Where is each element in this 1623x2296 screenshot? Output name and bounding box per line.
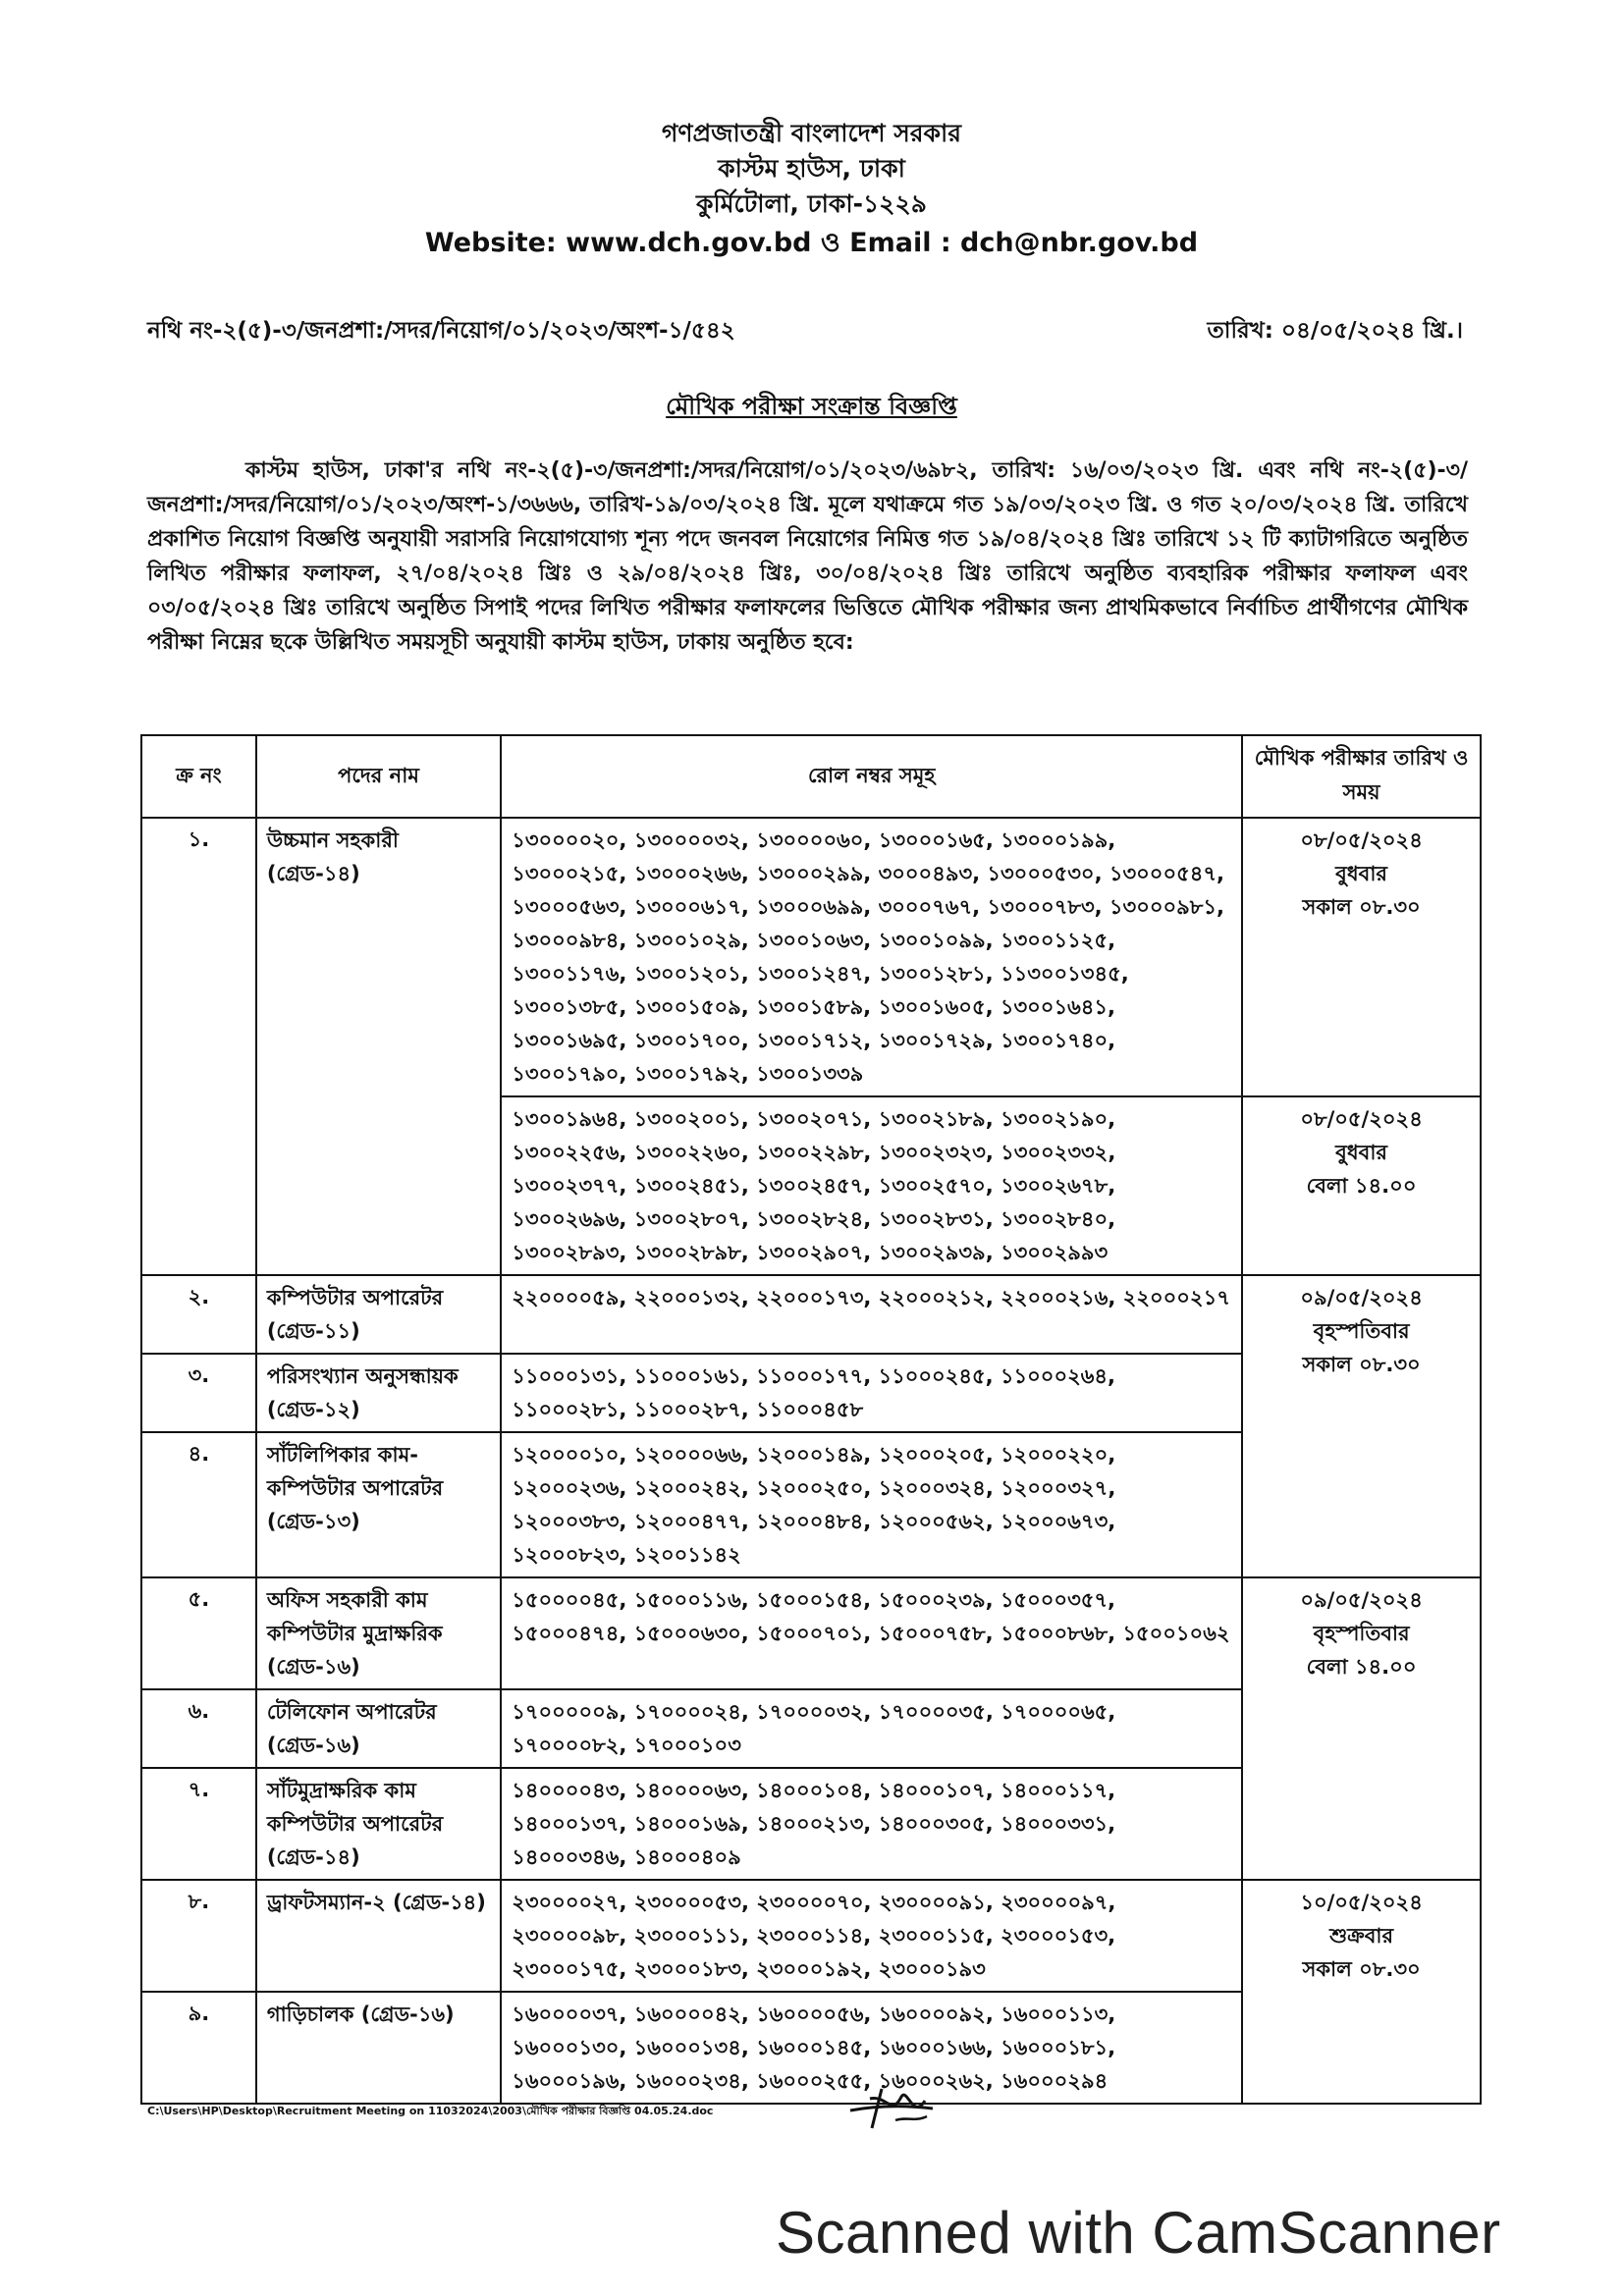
row-sl: ৬. — [141, 1689, 256, 1768]
table-row — [141, 1880, 1481, 1992]
scanner-watermark: Scanned with CamScanner — [776, 2200, 1501, 2266]
row-sl: ১. — [141, 818, 256, 1275]
row-sl: ৭. — [141, 1768, 256, 1880]
row-rolls: ২৩০০০০২৭, ২৩০০০০৫৩, ২৩০০০০৭০, ২৩০০০০৯১, ২৩০০০০৯৭, ২৩০০০০৯৮, ২৩০০০১১১, ২৩০০০১১৪, ২৩০০০১১৫, ২৩০০০১৫৩, ২৩০০০১৭৫, ২৩০০০১৮৩, ২৩০০০১৯২, ২৩০০০১৯৩ — [501, 1880, 1242, 1992]
exam-time: সকাল ০৮.৩০ — [1302, 1957, 1421, 1981]
notice-body: কাস্টম হাউস, ঢাকা'র নথি নং-২(৫)-৩/জনপ্রশা:/সদর/নিয়োগ/০১/২০২৩/৬৯৮২, তারিখ: ১৬/০৩/২০২৩ খ্রি. এবং নথি নং-২(৫)-৩/জনপ্রশা:/সদর/নিয়োগ/০১/২০২৩/অংশ-১/৩৬৬৬, তারিখ-১৯/০৩/২০২৪ খ্রি. মূলে যথাক্রমে গত ১৯/০৩/২০২৩ খ্রি. ও গত ২০/০৩/২০২৪ খ্রি. তারিখে প্রকাশিত নিয়োগ বিজ্ঞপ্তি অনুযায়ী সরাসরি নিয়োগযোগ্য শূন্য পদে জনবল নিয়োগের নিমিত্ত গত ১৯/০৪/২০২৪ খ্রিঃ তারিখে ১২ টি ক্যাটাগরিতে অনুষ্ঠিত লিখিত পরীক্ষার ফলাফল, ২৭/০৪/২০২৪ খ্রিঃ ও ২৯/০৪/২০২৪ খ্রিঃ, ৩০/০৪/২০২৪ খ্রিঃ তারিখে অনুষ্ঠিত ব্যবহারিক পরীক্ষার ফলাফল এবং ০৩/০৫/২০২৪ খ্রিঃ তারিখে অনুষ্ঠিত সিপাই পদের লিখিত পরীক্ষার ফলাফলের ভিত্তিতে মৌখিক পরীক্ষার জন্য প্রাথমিকভাবে নির্বাচিত প্রার্থীগণের মৌখিক পরীক্ষা নিম্নের ছকে উল্লিখিত সময়সূচী অনুযায়ী কাস্টম হাউস, ঢাকায় অনুষ্ঠিত হবে: — [147, 458, 1468, 655]
exam-time: সকাল ০৮.৩০ — [1302, 1353, 1421, 1376]
header-post: পদের নাম — [256, 735, 501, 818]
row-rolls: ১৭০০০০০৯, ১৭০০০০২৪, ১৭০০০০৩২, ১৭০০০০৩৫, ১৭০০০০৬৫, ১৭০০০০৮২, ১৭০০০১০৩ — [501, 1689, 1242, 1768]
row-time — [1242, 1880, 1481, 2104]
row-rolls: ১৪০০০০৪৩, ১৪০০০০৬৩, ১৪০০০১০৪, ১৪০০০১০৭, ১৪০০০১১৭, ১৪০০০১৩৭, ১৪০০০১৬৯, ১৪০০০২১৩, ১৪০০০৩০৫, ১৪০০০৩৩১, ১৪০০০৩৪৬, ১৪০০০৪০৯ — [501, 1768, 1242, 1880]
row-rolls: ১৬০০০০৩৭, ১৬০০০০৪২, ১৬০০০০৫৬, ১৬০০০০৯২, ১৬০০০১১৩, ১৬০০০১৩০, ১৬০০০১৩৪, ১৬০০০১৪৫, ১৬০০০১৬৬, ১৬০০০১৮১, ১৬০০০১৯৬, ১৬০০০২৩৪, ১৬০০০২৫৫, ১৬০০০২৬২, ১৬০০০২৯৪ — [501, 1992, 1242, 2104]
exam-time: বেলা ১৪.০০ — [1306, 1655, 1417, 1679]
row-post: গাড়িচালক (গ্রেড-১৬) — [256, 1992, 501, 2104]
exam-time: বেলা ১৪.০০ — [1306, 1174, 1417, 1198]
signature-icon — [842, 2077, 941, 2136]
issue-date: তারিখ: ০৪/০৫/২০২৪ খ্রি.। — [1207, 318, 1463, 344]
row-rolls: ১৫০০০০৪৫, ১৫০০০১১৬, ১৫০০০১৫৪, ১৫০০০২৩৯, ১৫০০০৩৫৭, ১৫০০০৪৭৪, ১৫০০০৬৩০, ১৫০০০৭০১, ১৫০০০৭৫৮, ১৫০০০৮৬৮, ১৫০০১০৬২ — [501, 1577, 1242, 1689]
header-sl: ক্র নং — [141, 735, 256, 818]
row-sl: ৩. — [141, 1354, 256, 1432]
file-number: নথি নং-২(৫)-৩/জনপ্রশা:/সদর/নিয়োগ/০১/২০২৩/অংশ-১/৫৪২ — [147, 318, 735, 344]
exam-date: ০৯/০৫/২০২৪ — [1300, 1286, 1423, 1309]
letterhead — [0, 116, 1623, 263]
row-post: উচ্চমান সহকারী (গ্রেড-১৪) — [256, 818, 501, 1275]
row-post: সাঁটমুদ্রাক্ষরিক কাম কম্পিউটার অপারেটর (গ্রেড-১৪) — [256, 1768, 501, 1880]
notice-title — [0, 389, 1623, 428]
row-rolls: ১২০০০০১০, ১২০০০০৬৬, ১২০০০১৪৯, ১২০০০২০৫, ১২০০০২২০, ১২০০০২৩৬, ১২০০০২৪২, ১২০০০২৫০, ১২০০০৩২৪, ১২০০০৩২৭, ১২০০০৩৮৩, ১২০০০৪৭৭, ১২০০০৪৮৪, ১২০০০৫৬২, ১২০০০৬৭৩, ১২০০০৮২৩, ১২০০১১৪২ — [501, 1432, 1242, 1577]
row-sl: ৫. — [141, 1577, 256, 1689]
exam-day: বৃহস্পতিবার — [1313, 1622, 1410, 1645]
row-post: সাঁটলিপিকার কাম-কম্পিউটার অপারেটর (গ্রেড-১৩) — [256, 1432, 501, 1577]
row-time — [1242, 818, 1481, 1096]
row-post: কম্পিউটার অপারেটর (গ্রেড-১১) — [256, 1275, 501, 1354]
exam-date: ০৮/০৫/২০২৪ — [1300, 1107, 1423, 1131]
office-name: কাস্টম হাউস, ঢাকা — [718, 154, 905, 183]
table-row — [141, 818, 1481, 1096]
header-time: মৌখিক পরীক্ষার তারিখ ও সময় — [1242, 735, 1481, 818]
exam-date: ০৯/০৫/২০২৪ — [1300, 1588, 1423, 1612]
row-time — [1242, 1577, 1481, 1880]
table-row — [141, 1577, 1481, 1689]
row-sl: ৯. — [141, 1992, 256, 2104]
exam-date: ১০/০৫/২০২৪ — [1300, 1891, 1423, 1914]
exam-date: ০৮/০৫/২০২৪ — [1300, 828, 1423, 852]
exam-day: বুধবার — [1335, 862, 1387, 885]
exam-day: বুধবার — [1335, 1141, 1387, 1164]
row-time — [1242, 1096, 1481, 1275]
row-sl: ৮. — [141, 1880, 256, 1992]
row-sl: ৪. — [141, 1432, 256, 1577]
row-post: পরিসংখ্যান অনুসন্ধায়ক (গ্রেড-১২) — [256, 1354, 501, 1432]
row-rolls: ২২০০০০৫৯, ২২০০০১৩২, ২২০০০১৭৩, ২২০০০২১২, ২২০০০২১৬, ২২০০০২১৭ — [501, 1275, 1242, 1354]
row-post: অফিস সহকারী কাম কম্পিউটার মুদ্রাক্ষরিক (গ্রেড-১৬) — [256, 1577, 501, 1689]
row-rolls: ১১০০০১৩১, ১১০০০১৬১, ১১০০০১৭৭, ১১০০০২৪৫, ১১০০০২৬৪, ১১০০০২৮১, ১১০০০২৮৭, ১১০০০৪৫৮ — [501, 1354, 1242, 1432]
row-rolls: ১৩০০০০২০, ১৩০০০০৩২, ১৩০০০০৬০, ১৩০০০১৬৫, ১৩০০০১৯৯, ১৩০০০২১৫, ১৩০০০২৬৬, ১৩০০০২৯৯, ৩০০০৪৯৩, ১৩০০০৫৩০, ১৩০০০৫৪৭, ১৩০০০৫৬৩, ১৩০০০৬১৭, ১৩০০০৬৯৯, ৩০০০৭৬৭, ১৩০০০৭৮৩, ১৩০০০৯৮১, ১৩০০০৯৮৪, ১৩০০১০২৯, ১৩০০১০৬৩, ১৩০০১০৯৯, ১৩০০১১২৫, ১৩০০১১৭৬, ১৩০০১২০১, ১৩০০১২৪৭, ১৩০০১২৮১, ১১৩০০১৩৪৫, ১৩০০১৩৮৫, ১৩০০১৫০৯, ১৩০০১৫৮৯, ১৩০০১৬০৫, ১৩০০১৬৪১, ১৩০০১৬৯৫, ১৩০০১৭০০, ১৩০০১৭১২, ১৩০০১৭২৯, ১৩০০১৭৪০, ১৩০০১৭৯০, ১৩০০১৭৯২, ১৩০০১৩৩৯ — [501, 818, 1242, 1096]
row-post: টেলিফোন অপারেটর (গ্রেড-১৬) — [256, 1689, 501, 1768]
office-address: কুর্মিটোলা, ঢাকা-১২২৯ — [696, 189, 927, 218]
row-post: ড্রাফটসম্যান-২ (গ্রেড-১৪) — [256, 1880, 501, 1992]
table-row — [141, 1275, 1481, 1354]
row-sl: ২. — [141, 1275, 256, 1354]
exam-day: বৃহস্পতিবার — [1313, 1319, 1410, 1343]
schedule-table — [140, 734, 1482, 2105]
row-time — [1242, 1275, 1481, 1577]
notice-title-text: মৌখিক পরীক্ষা সংক্রান্ত বিজ্ঞপ্তি — [666, 393, 957, 420]
exam-time: সকাল ০৮.৩০ — [1302, 895, 1421, 919]
exam-day: শুক্রবার — [1329, 1924, 1394, 1948]
table-header-row — [141, 735, 1481, 818]
contact-line: Website: www.dch.gov.bd ও Email : dch@nbr.gov.bd — [424, 228, 1199, 258]
row-rolls: ১৩০০১৯৬৪, ১৩০০২০০১, ১৩০০২০৭১, ১৩০০২১৮৯, ১৩০০২১৯০, ১৩০০২২৫৬, ১৩০০২২৬০, ১৩০০২২৯৮, ১৩০০২৩২৩, ১৩০০২৩৩২, ১৩০০২৩৭৭, ১৩০০২৪৫১, ১৩০০২৪৫৭, ১৩০০২৫৭০, ১৩০০২৬৭৮, ১৩০০২৬৯৬, ১৩০০২৮০৭, ১৩০০২৮২৪, ১৩০০২৮৩১, ১৩০০২৮৪০, ১৩০০২৮৯৩, ১৩০০২৮৯৮, ১৩০০২৯০৭, ১৩০০২৯৩৯, ১৩০০২৯৯৩ — [501, 1096, 1242, 1275]
file-path: C:\Users\HP\Desktop\Recruitment Meeting on 11032024\2003\মৌখিক পরীক্ষার বিজ্ঞপ্তি 04.05.24.doc — [147, 2105, 714, 2117]
govt-name: গণপ্রজাতন্ত্রী বাংলাদেশ সরকার — [662, 119, 961, 147]
header-rolls: রোল নম্বর সমূহ — [501, 735, 1242, 818]
